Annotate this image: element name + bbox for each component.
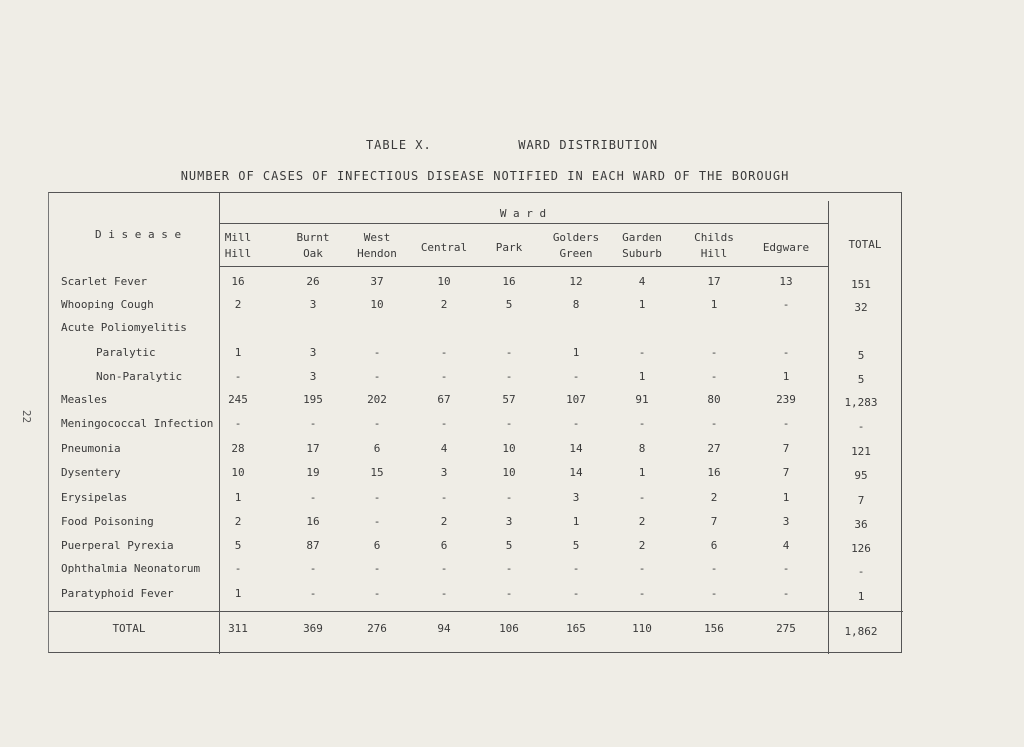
row-value: -	[505, 587, 513, 600]
row-total: 7	[857, 494, 865, 507]
table-rule	[49, 611, 903, 612]
row-value: -	[710, 346, 718, 359]
row-value: 13	[779, 275, 793, 288]
row-value: 5	[234, 539, 242, 552]
row-value: 1	[638, 298, 646, 311]
row-value: -	[572, 562, 580, 575]
row-value: 4	[638, 275, 646, 288]
row-label: Pneumonia	[61, 442, 121, 455]
row-label: Measles	[61, 393, 108, 406]
row-label: Puerperal Pyrexia	[61, 539, 174, 552]
row-value: 3	[782, 515, 790, 528]
row-value: 2	[440, 298, 448, 311]
page-number: 22	[20, 409, 34, 424]
row-value: -	[782, 346, 790, 359]
row-value: -	[505, 417, 513, 430]
row-value: 6	[440, 539, 448, 552]
row-label: Dysentery	[61, 466, 121, 479]
table-number: TABLE X.	[365, 138, 432, 152]
row-value: 17	[306, 442, 320, 455]
row-value: 80	[707, 393, 721, 406]
header-ward-name: Mill	[224, 231, 252, 244]
row-value: -	[234, 562, 242, 575]
total-row-value: 276	[367, 622, 387, 635]
row-value: 1	[572, 515, 580, 528]
row-value: -	[710, 370, 718, 383]
row-value: 3	[505, 515, 513, 528]
row-value: -	[638, 562, 646, 575]
row-value: -	[572, 587, 580, 600]
row-label: Scarlet Fever	[61, 275, 148, 288]
row-value: -	[505, 491, 513, 504]
row-value: 16	[231, 275, 245, 288]
row-value: 239	[776, 393, 796, 406]
header-disease: D i s e a s e	[95, 228, 182, 241]
row-value: -	[638, 417, 646, 430]
row-value: 16	[707, 466, 721, 479]
header-ward-name: Hill	[700, 247, 728, 260]
header-total: TOTAL	[848, 238, 882, 251]
row-label: Paratyphoid Fever	[61, 587, 174, 600]
row-value: 10	[502, 466, 516, 479]
row-value: -	[373, 491, 381, 504]
row-total: 151	[851, 278, 871, 291]
grand-total: 1,862	[844, 625, 878, 638]
row-value: 3	[309, 370, 317, 383]
row-total: 1	[857, 590, 865, 603]
total-row-value: 106	[499, 622, 519, 635]
total-row-value: 165	[566, 622, 586, 635]
row-value: -	[440, 491, 448, 504]
row-value: 195	[303, 393, 323, 406]
row-value: 1	[710, 298, 718, 311]
row-value: 245	[228, 393, 248, 406]
row-value: 14	[569, 442, 583, 455]
row-value: 6	[710, 539, 718, 552]
row-value: -	[710, 587, 718, 600]
row-value: 15	[370, 466, 384, 479]
total-row-value: 94	[437, 622, 451, 635]
row-label: Acute Poliomyelitis	[61, 321, 187, 334]
row-value: -	[373, 417, 381, 430]
total-row-value: 369	[303, 622, 323, 635]
table-rule	[219, 223, 828, 224]
row-value: -	[710, 562, 718, 575]
header-ward-name: Park	[495, 241, 523, 254]
row-value: -	[572, 417, 580, 430]
row-value: -	[505, 562, 513, 575]
row-value: 10	[502, 442, 516, 455]
header-ward-name: Central	[420, 241, 468, 254]
row-total: 5	[857, 373, 865, 386]
row-label: Meningococcal Infection	[61, 417, 214, 430]
row-value: 1	[782, 370, 790, 383]
row-value: 67	[437, 393, 451, 406]
row-value: 17	[707, 275, 721, 288]
row-value: 27	[707, 442, 721, 455]
row-value: -	[572, 370, 580, 383]
row-value: -	[309, 491, 317, 504]
row-value: 7	[782, 466, 790, 479]
row-value: 6	[373, 442, 381, 455]
row-label: Paralytic	[96, 346, 156, 359]
total-row-value: 275	[776, 622, 796, 635]
row-value: 16	[502, 275, 516, 288]
table-rule	[219, 266, 828, 267]
row-value: -	[234, 417, 242, 430]
row-value: 10	[437, 275, 451, 288]
row-value: 12	[569, 275, 583, 288]
row-value: 4	[782, 539, 790, 552]
row-value: 5	[505, 539, 513, 552]
row-value: 1	[572, 346, 580, 359]
total-row-label: TOTAL	[112, 622, 146, 635]
row-value: -	[505, 346, 513, 359]
header-ward-name: Oak	[303, 247, 323, 260]
row-value: -	[309, 587, 317, 600]
row-label: Erysipelas	[61, 491, 128, 504]
ward-distribution-table	[48, 192, 902, 653]
row-value: 19	[306, 466, 320, 479]
row-value: 10	[370, 298, 384, 311]
row-value: -	[710, 417, 718, 430]
header-ward-name: Edgware	[762, 241, 810, 254]
row-label: Whooping Cough	[61, 298, 154, 311]
row-value: 2	[710, 491, 718, 504]
row-value: 91	[635, 393, 649, 406]
row-value: -	[373, 562, 381, 575]
header-ward: W a r d	[499, 207, 547, 220]
header-ward-name: Hendon	[357, 247, 397, 260]
row-value: 8	[572, 298, 580, 311]
row-value: 2	[638, 515, 646, 528]
row-value: -	[782, 298, 790, 311]
row-value: 87	[306, 539, 320, 552]
row-total: 32	[854, 301, 868, 314]
row-value: -	[638, 491, 646, 504]
total-row-value: 156	[704, 622, 724, 635]
table-subtitle: NUMBER OF CASES OF INFECTIOUS DISEASE NOTIFIED IN EACH WARD OF THE BOROUGH	[180, 169, 790, 183]
row-total: 126	[851, 542, 871, 555]
row-value: 1	[234, 587, 242, 600]
row-value: 5	[572, 539, 580, 552]
row-value: -	[373, 587, 381, 600]
row-total: -	[857, 420, 865, 433]
row-value: 3	[309, 346, 317, 359]
row-value: -	[373, 346, 381, 359]
row-value: 10	[231, 466, 245, 479]
row-label: Non-Paralytic	[96, 370, 183, 383]
row-value: -	[373, 515, 381, 528]
row-value: 37	[370, 275, 384, 288]
row-value: 107	[566, 393, 586, 406]
header-ward-name: Burnt	[296, 231, 330, 244]
row-value: -	[440, 370, 448, 383]
row-value: 4	[440, 442, 448, 455]
row-value: 1	[638, 370, 646, 383]
row-value: -	[782, 562, 790, 575]
row-value: -	[638, 587, 646, 600]
row-value: 8	[638, 442, 646, 455]
row-value: -	[440, 587, 448, 600]
row-value: 1	[782, 491, 790, 504]
row-value: 7	[782, 442, 790, 455]
row-total: 36	[854, 518, 868, 531]
row-value: -	[505, 370, 513, 383]
header-ward-name: Green	[559, 247, 593, 260]
row-value: -	[638, 346, 646, 359]
total-row-value: 110	[632, 622, 652, 635]
row-value: 2	[234, 515, 242, 528]
header-ward-name: Golders	[552, 231, 600, 244]
row-value: -	[234, 370, 242, 383]
row-total: 121	[851, 445, 871, 458]
row-value: 16	[306, 515, 320, 528]
row-value: 2	[234, 298, 242, 311]
table-heading: WARD DISTRIBUTION	[518, 138, 659, 152]
row-value: 6	[373, 539, 381, 552]
header-ward-name: Garden	[622, 231, 662, 244]
row-value: 202	[367, 393, 387, 406]
row-value: -	[373, 370, 381, 383]
row-value: -	[782, 587, 790, 600]
total-row-value: 311	[228, 622, 248, 635]
row-total: 5	[857, 349, 865, 362]
row-total: -	[857, 565, 865, 578]
row-value: -	[309, 562, 317, 575]
row-label: Ophthalmia Neonatorum	[61, 562, 201, 575]
row-value: 3	[309, 298, 317, 311]
row-total: 95	[854, 469, 868, 482]
header-ward-name: West	[363, 231, 391, 244]
row-value: 26	[306, 275, 320, 288]
row-value: 7	[710, 515, 718, 528]
row-value: -	[440, 346, 448, 359]
row-value: 3	[572, 491, 580, 504]
row-value: 1	[234, 491, 242, 504]
row-label: Food Poisoning	[61, 515, 154, 528]
header-ward-name: Hill	[224, 247, 252, 260]
row-value: -	[440, 417, 448, 430]
row-value: 57	[502, 393, 516, 406]
row-total: 1,283	[844, 396, 878, 409]
row-value: 3	[440, 466, 448, 479]
row-value: -	[782, 417, 790, 430]
row-value: 5	[505, 298, 513, 311]
header-ward-name: Suburb	[622, 247, 662, 260]
table-title	[0, 138, 1024, 152]
row-value: 28	[231, 442, 245, 455]
row-value: -	[309, 417, 317, 430]
row-value: 14	[569, 466, 583, 479]
row-value: 2	[638, 539, 646, 552]
row-value: 1	[638, 466, 646, 479]
row-value: 2	[440, 515, 448, 528]
row-value: -	[440, 562, 448, 575]
row-value: 1	[234, 346, 242, 359]
header-ward-name: Childs	[694, 231, 734, 244]
